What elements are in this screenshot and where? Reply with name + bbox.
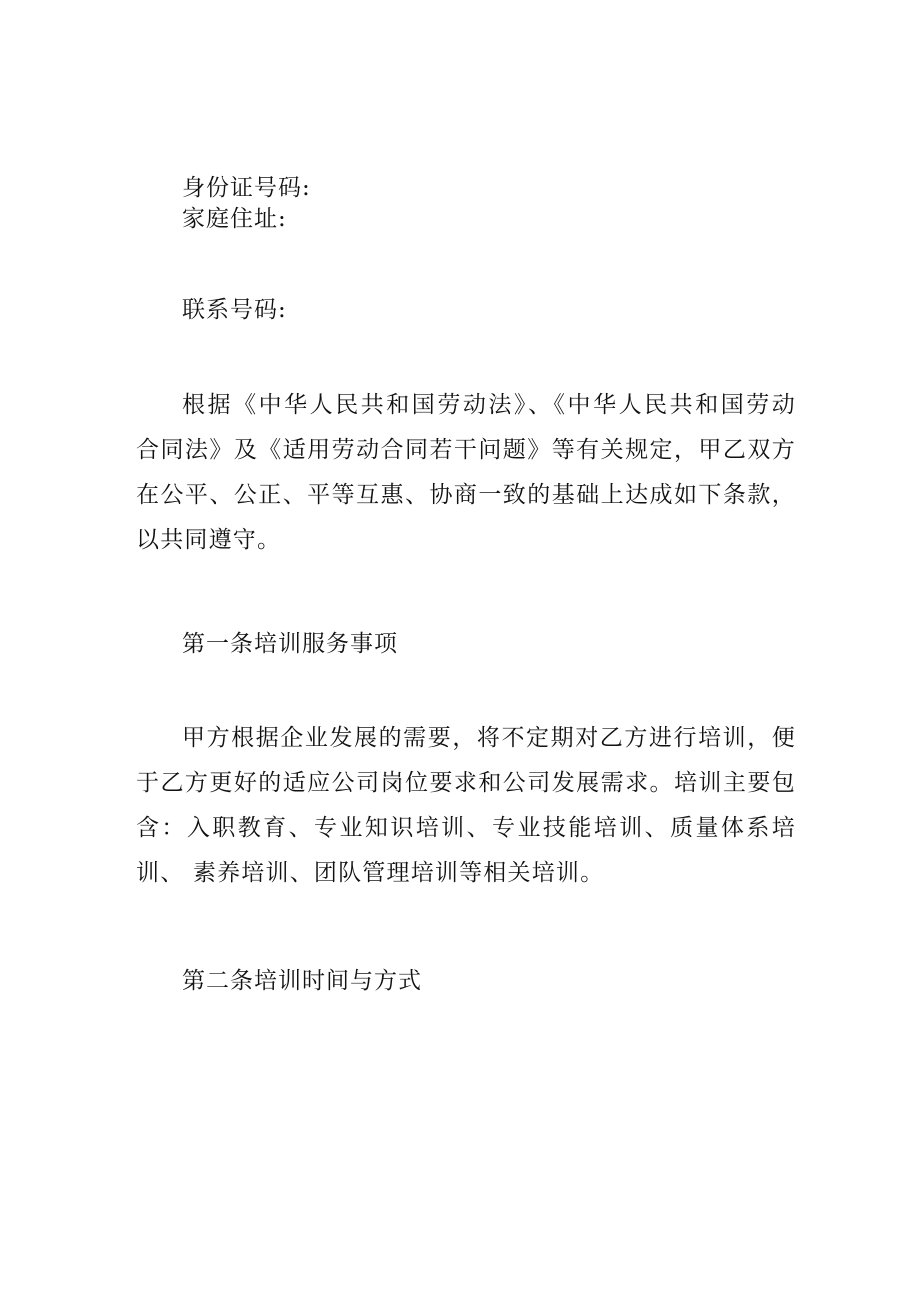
home-address-label: 家庭住址: xyxy=(182,206,287,232)
article1-paragraph: 甲方根据企业发展的需要，将不定期对乙方进行培训，便 于乙方更好的适应公司岗位要求和公司发展需求。培训主要包 含：入职教育、专业知识培训、专业技能培训、质量体系培训、 素养培训、团队管理培训等相关培训。 xyxy=(136,725,805,886)
article1-heading: 第一条培训服务事项 xyxy=(182,631,398,657)
phone-label: 联系号码: xyxy=(182,297,287,323)
id-number-label: 身份证号码: xyxy=(182,175,311,201)
article2-heading: 第二条培训时间与方式 xyxy=(182,968,422,994)
intro-paragraph: 根据《中华人民共和国劳动法》、《中华人民共和国劳动 合同法》及《适用劳动合同若干问题》等有关规定，甲乙双方 在公平、公正、平等互惠、协商一致的基础上达成如下条款， 以共同遵守。 xyxy=(136,392,805,553)
